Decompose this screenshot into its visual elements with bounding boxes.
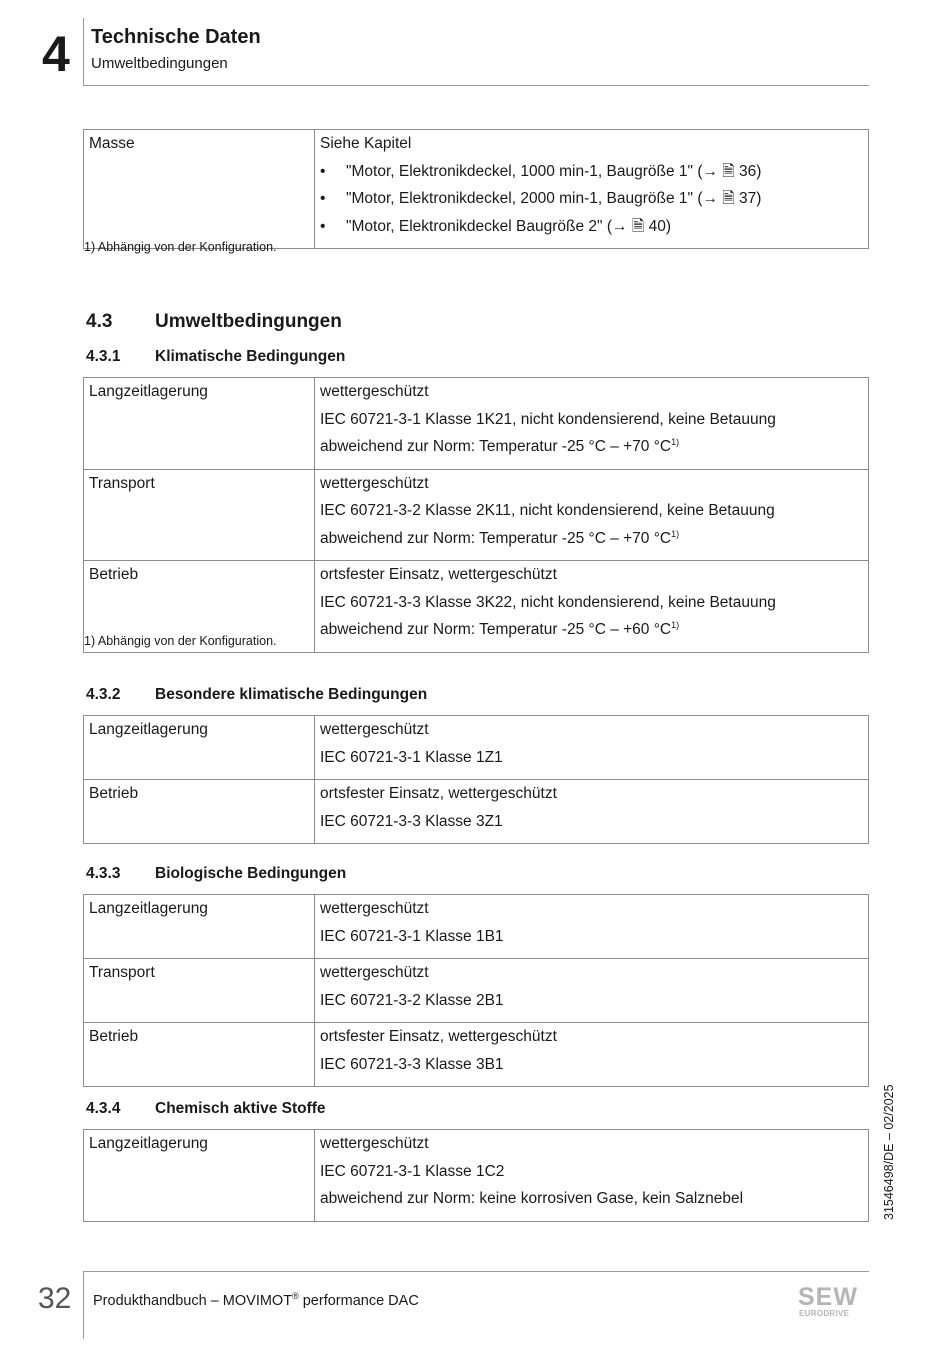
page-title: Technische Daten	[91, 26, 261, 48]
subsection-title: Chemisch aktive Stoffe	[155, 1100, 326, 1117]
row-value: wettergeschützt IEC 60721-3-1 Klasse 1B1	[315, 895, 869, 959]
subsection-number: 4.3.1	[86, 348, 121, 365]
row-value: wettergeschützt IEC 60721-3-1 Klasse 1C2 abweichend zur Norm: keine korrosiven Gase, kein Salznebel	[315, 1130, 869, 1222]
row-label: Transport	[84, 959, 315, 1023]
row-label: Betrieb	[84, 1023, 315, 1087]
footer-divider	[83, 1271, 84, 1339]
footnote-ref: 1)	[671, 620, 680, 630]
section-heading	[86, 311, 342, 333]
row-label: Langzeitlagerung	[84, 378, 315, 470]
page-subtitle: Umweltbedingungen	[91, 55, 228, 72]
list-item: • "Motor, Elektronikdeckel Baugröße 2" (→ 🗎 40)	[320, 217, 671, 235]
masse-table	[83, 129, 869, 249]
masse-intro: Siehe Kapitel	[320, 135, 412, 152]
row-value: ortsfester Einsatz, wettergeschützt IEC 60721-3-3 Klasse 3B1	[315, 1023, 869, 1087]
row-label: Langzeitlagerung	[84, 1130, 315, 1222]
header-rule	[83, 85, 869, 86]
row-label: Betrieb	[84, 780, 315, 844]
table-row	[84, 469, 869, 561]
subsection-title: Biologische Bedingungen	[155, 865, 347, 882]
subsection-number: 4.3.4	[86, 1100, 121, 1117]
footnote: 1) Abhängig von der Konfiguration.	[84, 240, 277, 254]
list-item: • "Motor, Elektronikdeckel, 1000 min-1, Baugröße 1" (→ 🗎 36)	[320, 162, 762, 180]
subsection-title: Besondere klimatische Bedingungen	[155, 686, 428, 703]
document-id-side: 31546498/DE – 02/2025	[882, 1084, 896, 1220]
subsection-heading	[86, 348, 346, 366]
subsection-heading	[86, 865, 347, 883]
subsection-number: 4.3.3	[86, 865, 121, 882]
table-row	[84, 378, 869, 470]
row-value: ortsfester Einsatz, wettergeschützt IEC 60721-3-3 Klasse 3K22, nicht kondensierend, keine Betauung abweichend zur Norm: Temperatur -25 °C – +60 $^\circ C^{1)}$	[315, 561, 869, 653]
row-value	[315, 130, 869, 249]
bullet: •	[320, 162, 326, 180]
table-row	[84, 959, 869, 1023]
section-number: 4.3	[86, 311, 113, 332]
section-title: Umweltbedingungen	[155, 311, 342, 332]
row-label: Langzeitlagerung	[84, 895, 315, 959]
row-value: wettergeschützt IEC 60721-3-2 Klasse 2B1	[315, 959, 869, 1023]
row-value: wettergeschützt IEC 60721-3-1 Klasse 1K21, nicht kondensierend, keine Betauung abweichend zur Norm: Temperatur -25 °C – +70 $^\circ C^{1)}$	[315, 378, 869, 470]
list-item: • "Motor, Elektronikdeckel, 2000 min-1, Baugröße 1" (→ 🗎 37)	[320, 190, 762, 207]
row-label: Masse	[84, 130, 315, 249]
chemical-substances-table	[83, 1129, 869, 1222]
footnote: 1) Abhängig von der Konfiguration.	[84, 634, 277, 648]
subsection-number: 4.3.2	[86, 686, 121, 703]
table-row	[84, 716, 869, 780]
header-divider	[83, 18, 84, 86]
page-number: 32	[38, 1282, 72, 1315]
row-value: wettergeschützt IEC 60721-3-2 Klasse 2K11, nicht kondensierend, keine Betauung abweichend zur Norm: Temperatur -25 °C – +70 $^\circ C^{1)}$	[315, 469, 869, 561]
row-value: wettergeschützt IEC 60721-3-1 Klasse 1Z1	[315, 716, 869, 780]
subsection-heading	[86, 686, 428, 704]
footer-rule	[83, 1271, 869, 1272]
table-row	[84, 895, 869, 959]
row-value: ortsfester Einsatz, wettergeschützt IEC 60721-3-3 Klasse 3Z1	[315, 780, 869, 844]
row-label: Betrieb	[84, 561, 315, 653]
table-row	[84, 780, 869, 844]
chapter-number: 4	[42, 26, 70, 82]
footnote-ref: 1)	[671, 528, 680, 539]
special-climatic-table	[83, 715, 869, 844]
sew-eurodrive-logo: SEW EURODRIVE	[798, 1283, 858, 1318]
table-row	[84, 130, 869, 249]
climatic-conditions-table	[83, 377, 869, 653]
row-label: Langzeitlagerung	[84, 716, 315, 780]
bullet: •	[320, 190, 326, 207]
footnote-ref: 1)	[671, 437, 680, 447]
biological-conditions-table	[83, 894, 869, 1087]
bullet: •	[320, 217, 326, 235]
subsection-title: Klimatische Bedingungen	[155, 348, 346, 365]
row-label: Transport	[84, 469, 315, 561]
footer-title: Produkthandbuch – MOVIMOT® performance DAC	[93, 1291, 419, 1309]
table-row	[84, 1130, 869, 1222]
table-row	[84, 1023, 869, 1087]
subsection-heading	[86, 1100, 326, 1118]
